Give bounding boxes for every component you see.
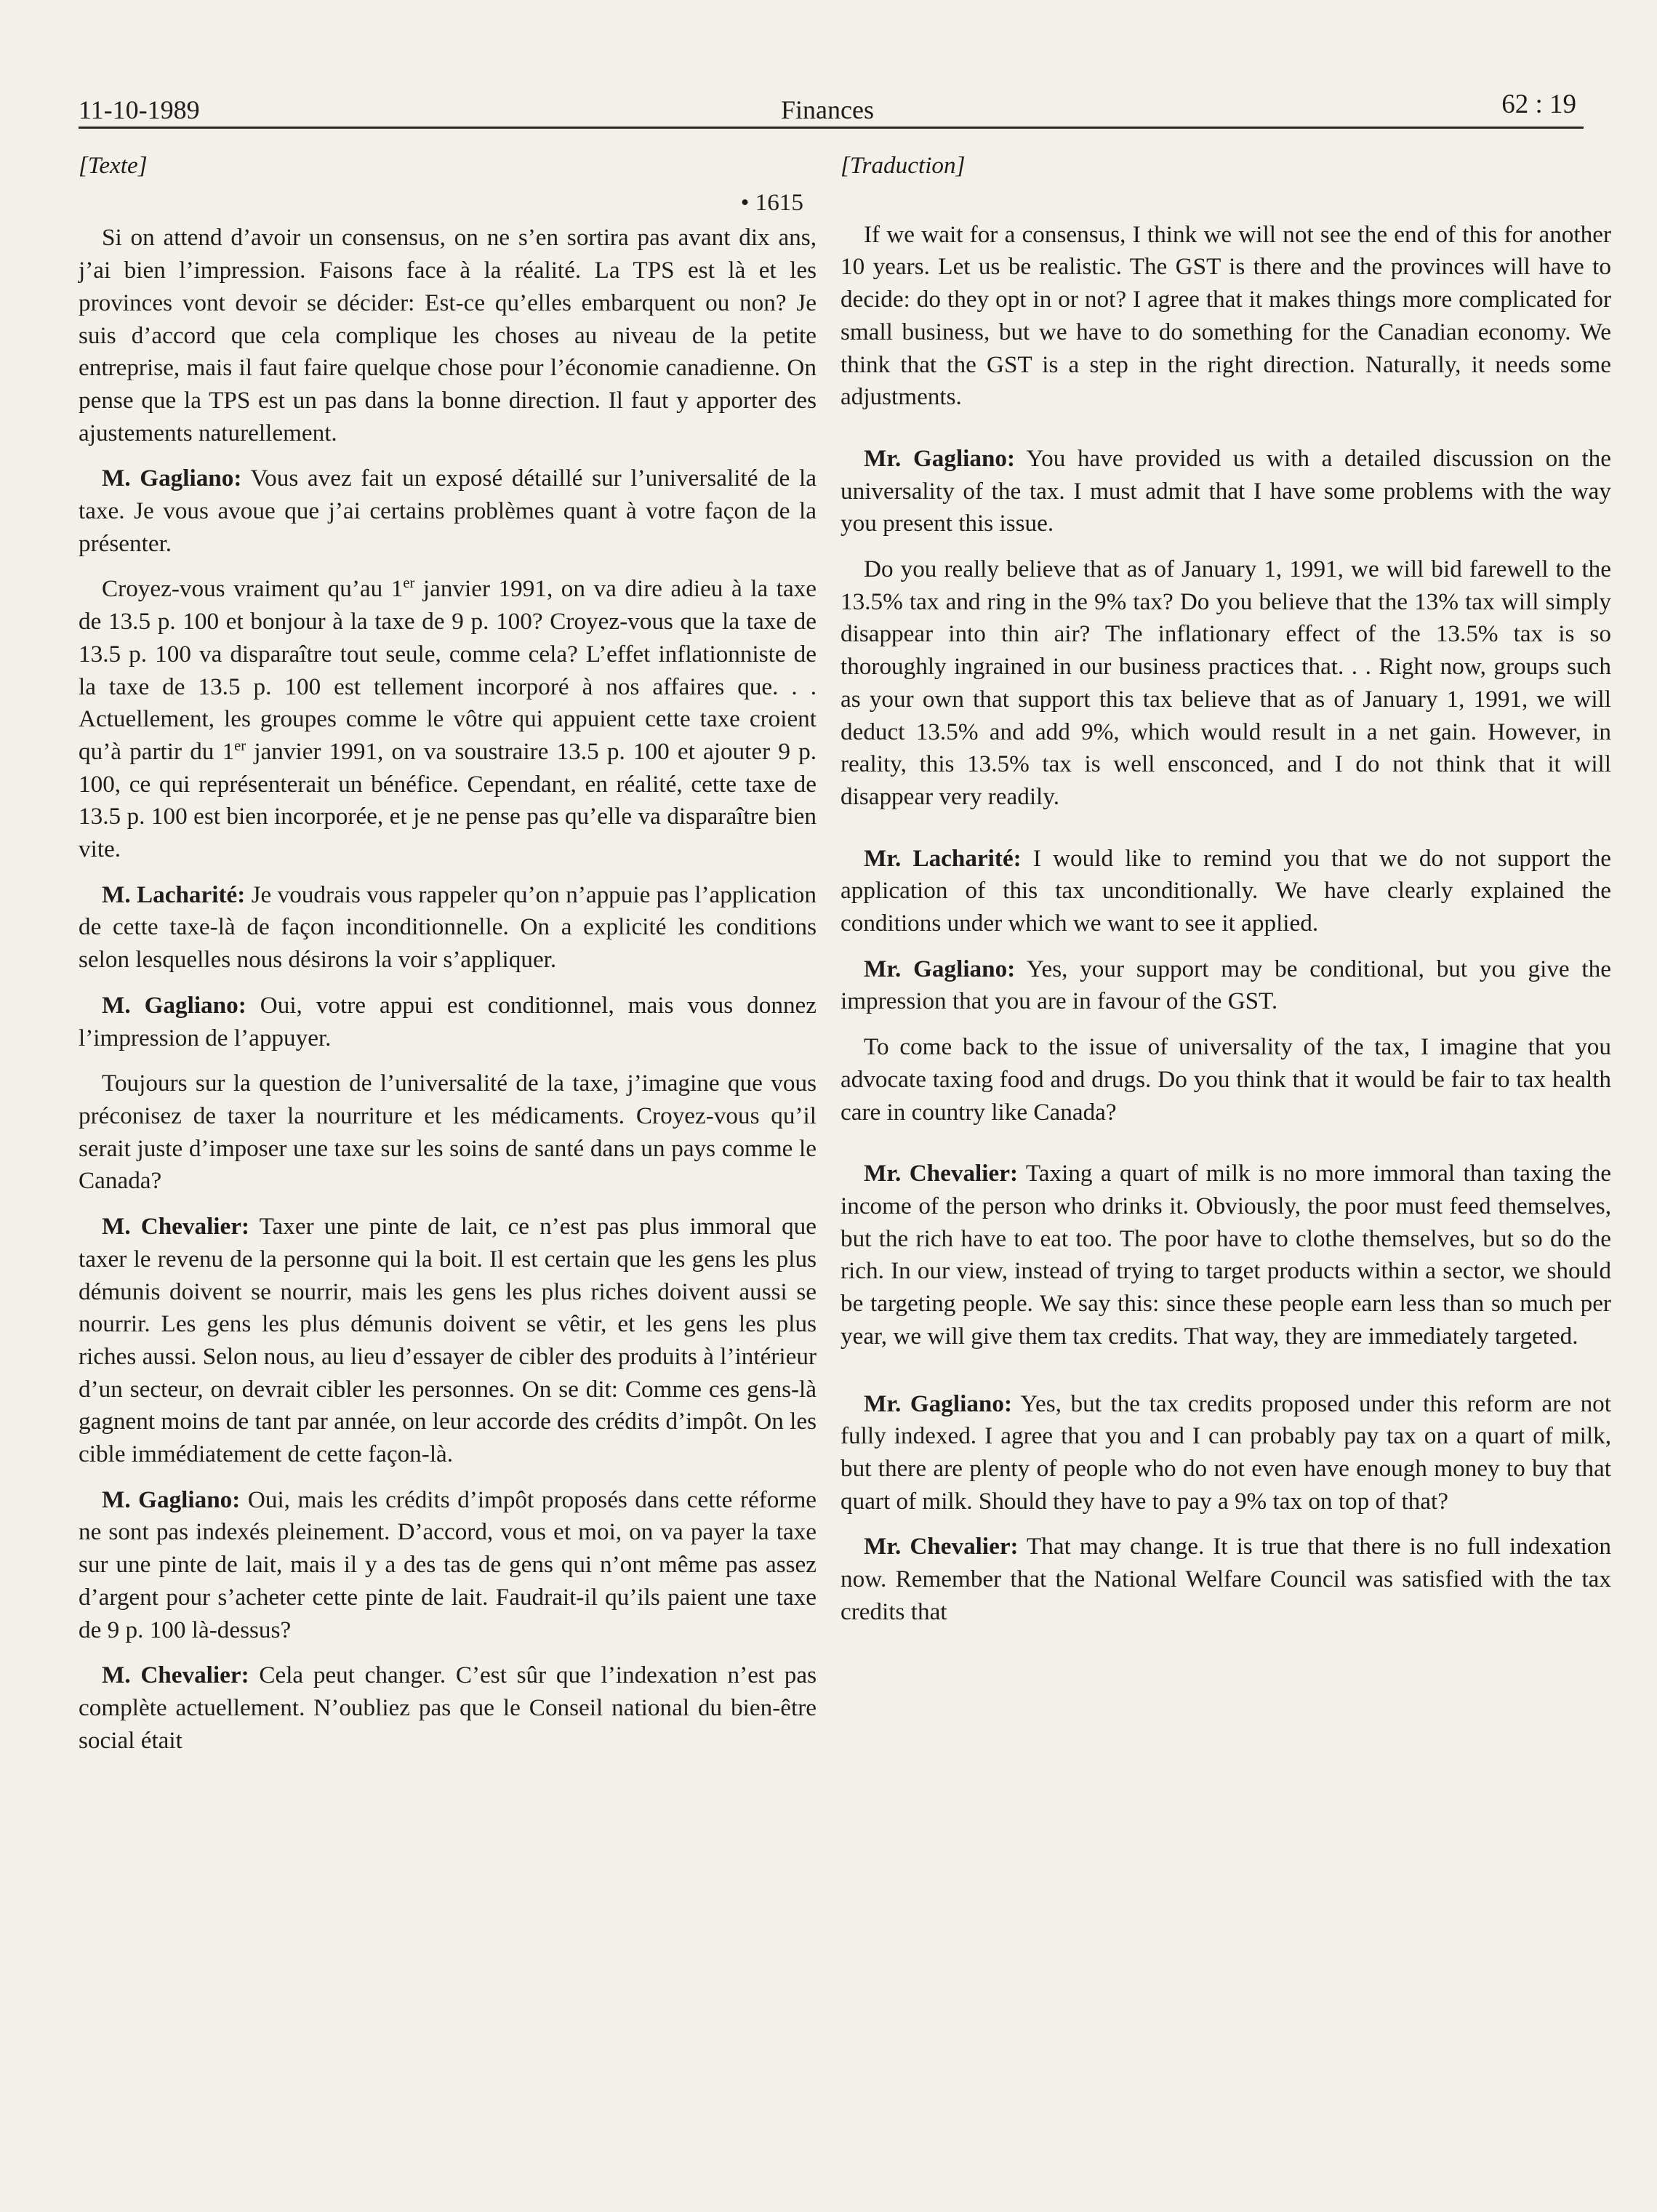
header-rule — [79, 127, 1584, 129]
speaker-name: Mr. Chevalier: — [864, 1533, 1019, 1560]
header-title: Finances — [781, 95, 874, 124]
speaker-name: M. Chevalier: — [102, 1213, 250, 1241]
paragraph: Mr. Lacharité: I would like to remind you that we do not support the application of this tax unconditionally. We have clearly explained the conditions under which we want to see it applied. — [840, 844, 1611, 937]
paragraph: Croyez-vous vraiment qu’au 1er janvier 1991, on va dire adieu à la taxe de 13.5 p. 100 et bonjour à la taxe de 9 p. 100? Croyez-vous que la taxe de 13.5 p. 100 va disparaître tout seule, comme cela? L’effet inflationniste de la taxe de 13.5 p. 100 est tellement incorporé à nos affaires que. . . Actuellement, les groupes comme le vôtre qui appuient cette taxe croient qu’à partir du 1er janvier 1991, on va soustraire 13.5 p. 100 et ajouter 9 p. 100, ce qui représenterait un bénéfice. Cependant, en réalité, cette taxe de 13.5 p. 100 est bien incorporée, et je ne pense pas qu’elle va disparaître bien vite. — [79, 575, 817, 863]
paragraph: Mr. Gagliano: Yes, but the tax credits proposed under this reform are not fully indexed. I agree that you and I can probably pay tax on a quart of milk, but there are plenty of people who do not even have enough money to buy that quart of milk. Should they have to pay a 9% tax on top of that? — [840, 1390, 1611, 1515]
speaker-name: Mr. Lacharité: — [864, 844, 1022, 872]
paragraph: M. Gagliano: Oui, votre appui est conditionnel, mais vous donnez l’impression de l’appuyer. — [79, 991, 817, 1051]
timestamp: • 1615 — [740, 188, 803, 216]
speaker-name: Mr. Chevalier: — [864, 1160, 1019, 1187]
speaker-name: M. Gagliano: — [102, 991, 246, 1019]
header-page-number: 62 : 19 — [1501, 89, 1576, 119]
section-tag-texte: [Texte] — [79, 152, 148, 179]
speaker-name: Mr. Gagliano: — [864, 444, 1016, 472]
paragraph: Toujours sur la question de l’universalité de la taxe, j’imagine que vous préconisez de taxer la nourriture et les médicaments. Croyez-vous qu’il serait juste d’imposer une taxe sur les soins de santé dans un pays comme le Canada? — [79, 1070, 817, 1195]
paragraph: Mr. Gagliano: Yes, your support may be conditional, but you give the impression that you are in favour of the GST. — [840, 955, 1611, 1015]
paragraph: Mr. Gagliano: You have provided us with a detailed discussion on the universality of the tax. I must admit that I have some problems with the way you present this issue. — [840, 444, 1611, 537]
speaker-name: M. Gagliano: — [102, 465, 242, 492]
paragraph: M. Gagliano: Oui, mais les crédits d’impôt proposés dans cette réforme ne sont pas indexés pleinement. D’accord, vous et moi, on va payer la taxe sur une pinte de lait, mais il y a des tas de gens qui n’ont même pas assez d’argent pour s’acheter cette pinte de lait. Faudrait-il qu’ils paient une taxe de 9 p. 100 là-dessus? — [79, 1486, 817, 1643]
paragraph: M. Chevalier: Taxer une pinte de lait, ce n’est pas plus immoral que taxer le revenu de la personne qui la boit. Il est certain que les gens les plus démunis doivent se nourrir, mais les gens les plus riches doivent aussi se nourrir. Les gens les plus démunis doivent se vêtir, et les gens les plus riches aussi. Selon nous, au lieu d’essayer de cibler des produits à l’intérieur d’un secteur, on devrait cibler les personnes. On se dit: Comme ces gens-là gagnent moins de tant par année, on leur accorde des crédits d’impôt. On les cible immédiatement de cette façon-là. — [79, 1213, 817, 1468]
page-header — [79, 89, 1576, 131]
section-tag-traduction: [Traduction] — [840, 152, 966, 179]
header-date: 11-10-1989 — [79, 95, 200, 124]
french-column — [79, 150, 817, 1770]
paragraph: Mr. Chevalier: Taxing a quart of milk is no more immoral than taxing the income of the person who drinks it. Obviously, the poor must feed themselves, but the rich have to eat too. The poor have to clothe themselves, but so do the rich. In our view, instead of trying to target products within a sector, we should be targeting people. We say this: since these people earn less than so much per year, we will give them tax credits. That way, they are immediately targeted. — [840, 1160, 1611, 1350]
paragraph: Do you really believe that as of January 1, 1991, we will bid farewell to the 13.5% tax and ring in the 9% tax? Do you believe that the 13% tax will simply disappear into thin air? The inflationary effect of the 13.5% tax is so thoroughly ingrained in our business practices that. . . Right now, groups such as your own that support this tax believe that as of January 1, 1991, we will deduct 13.5% and add 9%, which would result in a net gain. However, in reality, this 13.5% tax is well ensconced, and I do not think that it will disappear very readily. — [840, 556, 1611, 810]
speaker-name: M. Chevalier: — [102, 1662, 249, 1689]
english-column — [840, 150, 1611, 1641]
paragraph: M. Chevalier: Cela peut changer. C’est sûr que l’indexation n’est pas complète actuellement. N’oubliez pas que le Conseil national du bien-être social était — [79, 1662, 817, 1754]
speaker-name: M. Lacharité: — [102, 881, 246, 908]
paragraph: If we wait for a consensus, I think we will not see the end of this for another 10 years. Let us be realistic. The GST is there and the provinces will have to decide: do they opt in or not? I agree that it makes things more complicated for small business, but we have to do something for the Canadian economy. We think that the GST is a step in the right direction. Naturally, it needs some adjustments. — [840, 220, 1611, 411]
paragraph: To come back to the issue of universality of the tax, I imagine that you advocate taxing food and drugs. Do you think that it would be fair to tax health care in country like Canada? — [840, 1033, 1611, 1126]
paragraph: Si on attend d’avoir un consensus, on ne s’en sortira pas avant dix ans, j’ai bien l’impression. Faisons face à la réalité. La TPS est là et les provinces vont devoir se décider: Est-ce qu’elles embarquent ou non? Je suis d’accord que cela complique les choses au niveau de la petite entreprise, mais il faut faire quelque chose pour l’économie canadienne. On pense que la TPS est un pas dans la bonne direction. Il faut y apporter des ajustements naturellement. — [79, 224, 817, 446]
paragraph: M. Gagliano: Vous avez fait un exposé détaillé sur l’universalité de la taxe. Je vous avoue que j’ai certains problèmes quant à votre façon de la présenter. — [79, 465, 817, 557]
paragraph: Mr. Chevalier: That may change. It is true that there is no full indexation now. Remember that the National Welfare Council was satisfied with the tax credits that — [840, 1533, 1611, 1625]
speaker-name: M. Gagliano: — [102, 1486, 241, 1513]
speaker-name: Mr. Gagliano: — [864, 1390, 1013, 1417]
paragraph: M. Lacharité: Je voudrais vous rappeler qu’on n’appuie pas l’application de cette taxe-là de façon inconditionnelle. On a explicité les conditions selon lesquelles nous désirons la voir s’appliquer. — [79, 881, 817, 974]
speaker-name: Mr. Gagliano: — [864, 955, 1016, 982]
